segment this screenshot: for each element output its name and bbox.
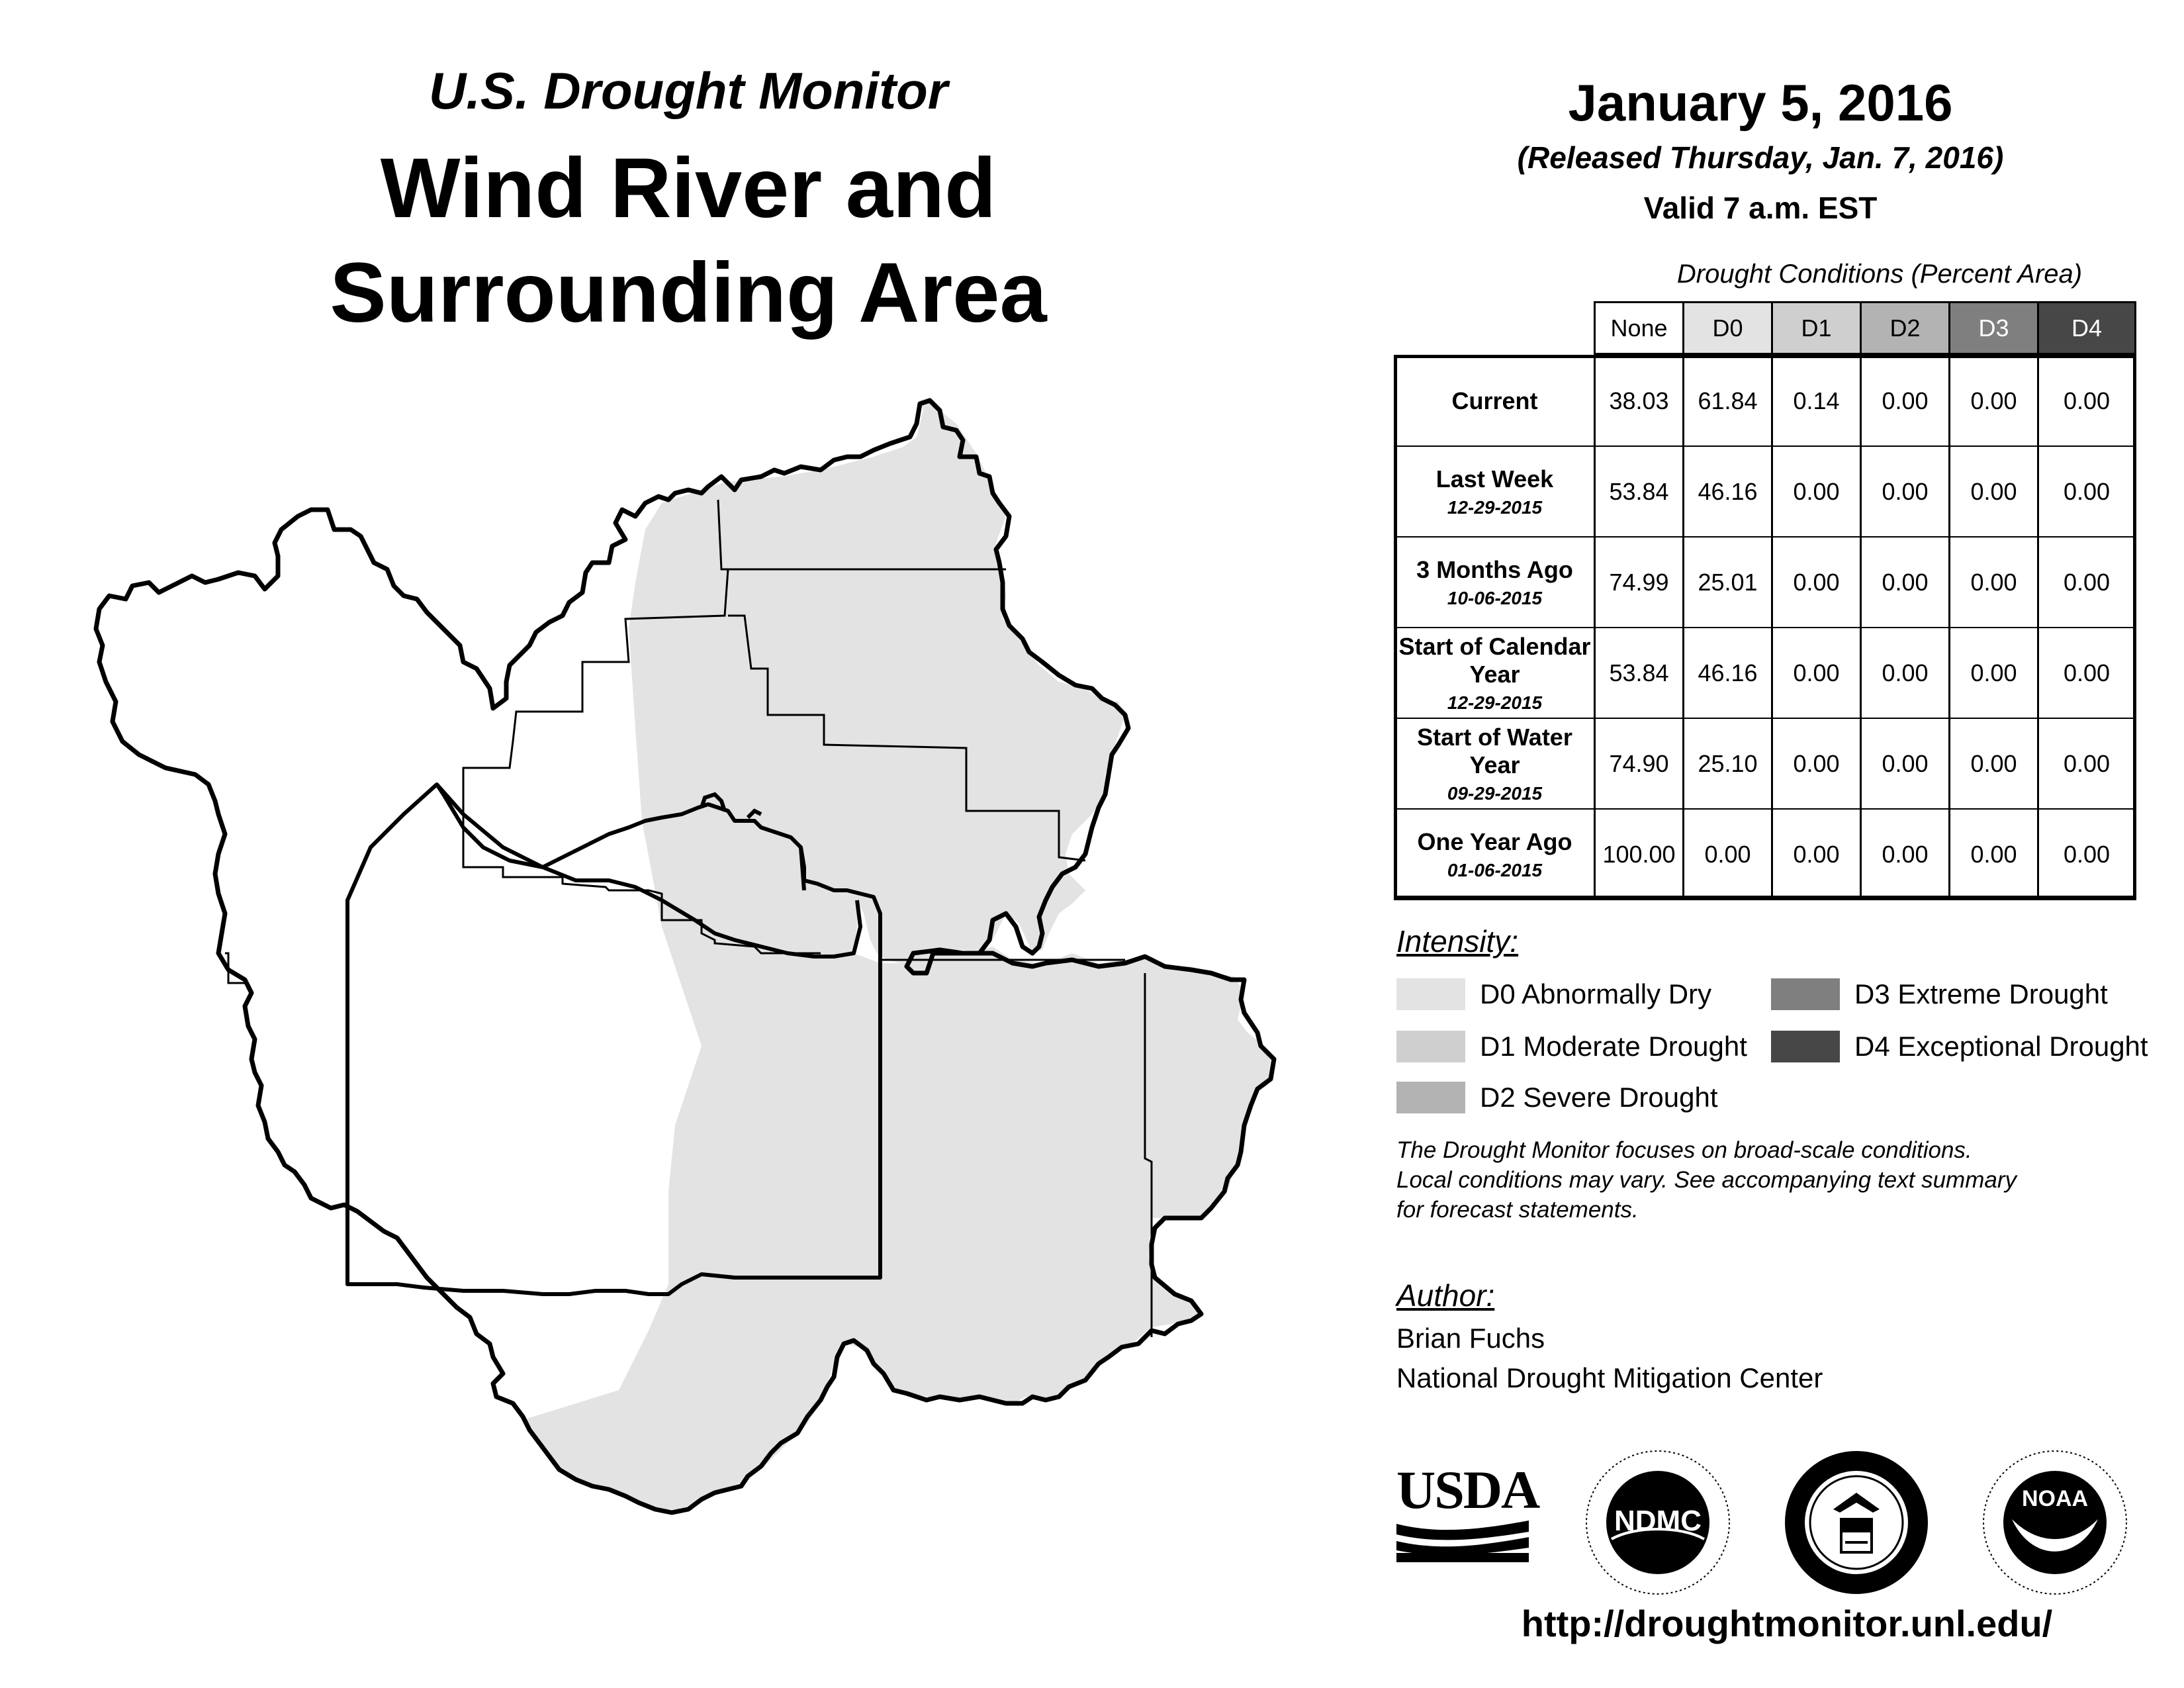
table-cell: 0.00 [1771,718,1862,810]
table-cell: 0.00 [1682,808,1773,900]
table-cell: 25.01 [1682,536,1773,628]
col-header-d3: D3 [1948,301,2039,355]
col-header-d0: D0 [1682,301,1773,355]
map-d0-area [523,397,1271,1509]
table-cell: 0.00 [1771,536,1862,628]
legend-item-d0 [1396,978,1711,1010]
row-label [1394,627,1596,719]
department-of-commerce-seal-icon [1780,1446,1933,1599]
table-cell: 0.00 [2037,808,2136,900]
row-label-text: Last Week [1435,465,1554,492]
ndmc-logo [1582,1446,1734,1599]
table-cell: 0.00 [2037,445,2136,538]
map-title-line2: Surrounding Area [330,246,1047,340]
row-label [1394,355,1596,447]
table-cell: 53.84 [1594,445,1684,538]
website-url[interactable]: http://droughtmonitor.unl.edu/ [1521,1603,2053,1644]
note-line-2: Local conditions may vary. See accompanying text summary [1396,1167,2017,1193]
table-cell: 74.99 [1594,536,1684,628]
author-name: Brian Fuchs [1396,1323,1545,1354]
row-label-date: 09-29-2015 [1447,782,1543,804]
intensity-title: Intensity: [1396,924,1519,959]
note-line-1: The Drought Monitor focuses on broad-scale conditions. [1396,1137,1972,1163]
table-cell: 0.00 [2037,718,2136,810]
legend-item-d4 [1771,1031,2148,1062]
ndmc-logo-text: NDMC [1614,1505,1702,1537]
map-date: January 5, 2016 [1568,73,1953,132]
table-caption: Drought Conditions (Percent Area) [1676,259,2083,289]
row-label-date: 12-29-2015 [1447,496,1543,518]
row-label-text: 3 Months Ago [1416,555,1573,583]
table-cell: 25.10 [1682,718,1773,810]
table-cell: 0.00 [1948,445,2039,538]
table-cell: 0.00 [1860,536,1950,628]
col-header-d2: D2 [1860,301,1950,355]
usda-logo-text: USDA [1396,1460,1539,1520]
legend-label-d2: D2 Severe Drought [1480,1082,1718,1113]
table-cell: 0.00 [1948,718,2039,810]
legend-label-d1: D1 Moderate Drought [1480,1031,1747,1062]
noaa-logo-text: NOAA [2021,1486,2089,1511]
row-label [1394,536,1596,628]
legend-swatch-d3 [1771,978,1840,1010]
legend-label-d3: D3 Extreme Drought [1854,978,2108,1009]
row-label-text: Start of Water Year [1417,723,1572,778]
table-cell: 0.00 [1860,718,1950,810]
row-label-date: 01-06-2015 [1447,859,1543,880]
table-cell: 0.14 [1771,355,1862,447]
row-label [1394,808,1596,900]
legend-swatch-d0 [1396,978,1465,1010]
table-cell: 0.00 [1771,627,1862,719]
noaa-logo [1979,1446,2131,1599]
released-date: (Released Thursday, Jan. 7, 2016) [1517,140,2004,175]
legend-item-d3 [1771,978,2108,1010]
table-cell: 0.00 [1860,355,1950,447]
table-cell: 0.00 [1948,808,2039,900]
table-cell: 0.00 [2037,627,2136,719]
table-cell: 38.03 [1594,355,1684,447]
legend-swatch-d2 [1396,1082,1465,1113]
map-title-line1: Wind River and [380,141,997,236]
date-block [1430,73,2091,226]
disclaimer-note [1396,1135,2158,1225]
legend-swatch-d1 [1396,1031,1465,1062]
legend-swatch-d4 [1771,1031,1840,1062]
usda-logo [1396,1460,1539,1562]
col-header-none: None [1594,301,1684,355]
table-cell: 0.00 [1860,627,1950,719]
row-label [1394,445,1596,538]
col-header-d1: D1 [1771,301,1862,355]
table-cell: 61.84 [1682,355,1773,447]
table-cell: 0.00 [1948,355,2039,447]
table-cell: 0.00 [1860,808,1950,900]
row-label [1394,718,1596,810]
row-label-date: 10-06-2015 [1447,587,1543,608]
row-label-text: One Year Ago [1417,827,1572,855]
table-cell: 0.00 [1771,808,1862,900]
table-cell: 0.00 [1771,445,1862,538]
author-org: National Drought Mitigation Center [1396,1362,1823,1393]
author-title: Author: [1396,1278,1495,1313]
table-cell: 0.00 [1948,627,2039,719]
row-label-text: Current [1451,387,1538,414]
legend-label-d0: D0 Abnormally Dry [1480,978,1712,1009]
table-cell: 46.16 [1682,445,1773,538]
table-cell: 74.90 [1594,718,1684,810]
row-label-date: 12-29-2015 [1447,692,1543,713]
col-header-d4: D4 [2037,301,2136,355]
row-label-text: Start of Calendar Year [1398,632,1591,688]
note-line-3: for forecast statements. [1396,1197,1639,1223]
table-cell: 0.00 [2037,355,2136,447]
legend-label-d4: D4 Exceptional Drought [1854,1031,2148,1062]
table-cell: 53.84 [1594,627,1684,719]
table-cell: 0.00 [1860,445,1950,538]
usda-swoosh-icon [1396,1517,1529,1564]
table-cell: 46.16 [1682,627,1773,719]
monitor-title: U.S. Drought Monitor [428,62,948,120]
table-cell: 0.00 [2037,536,2136,628]
table-cell: 100.00 [1594,808,1684,900]
valid-time: Valid 7 a.m. EST [1643,191,1878,225]
legend-item-d1 [1396,1031,1747,1062]
table-cell: 0.00 [1948,536,2039,628]
legend-item-d2 [1396,1082,1718,1113]
